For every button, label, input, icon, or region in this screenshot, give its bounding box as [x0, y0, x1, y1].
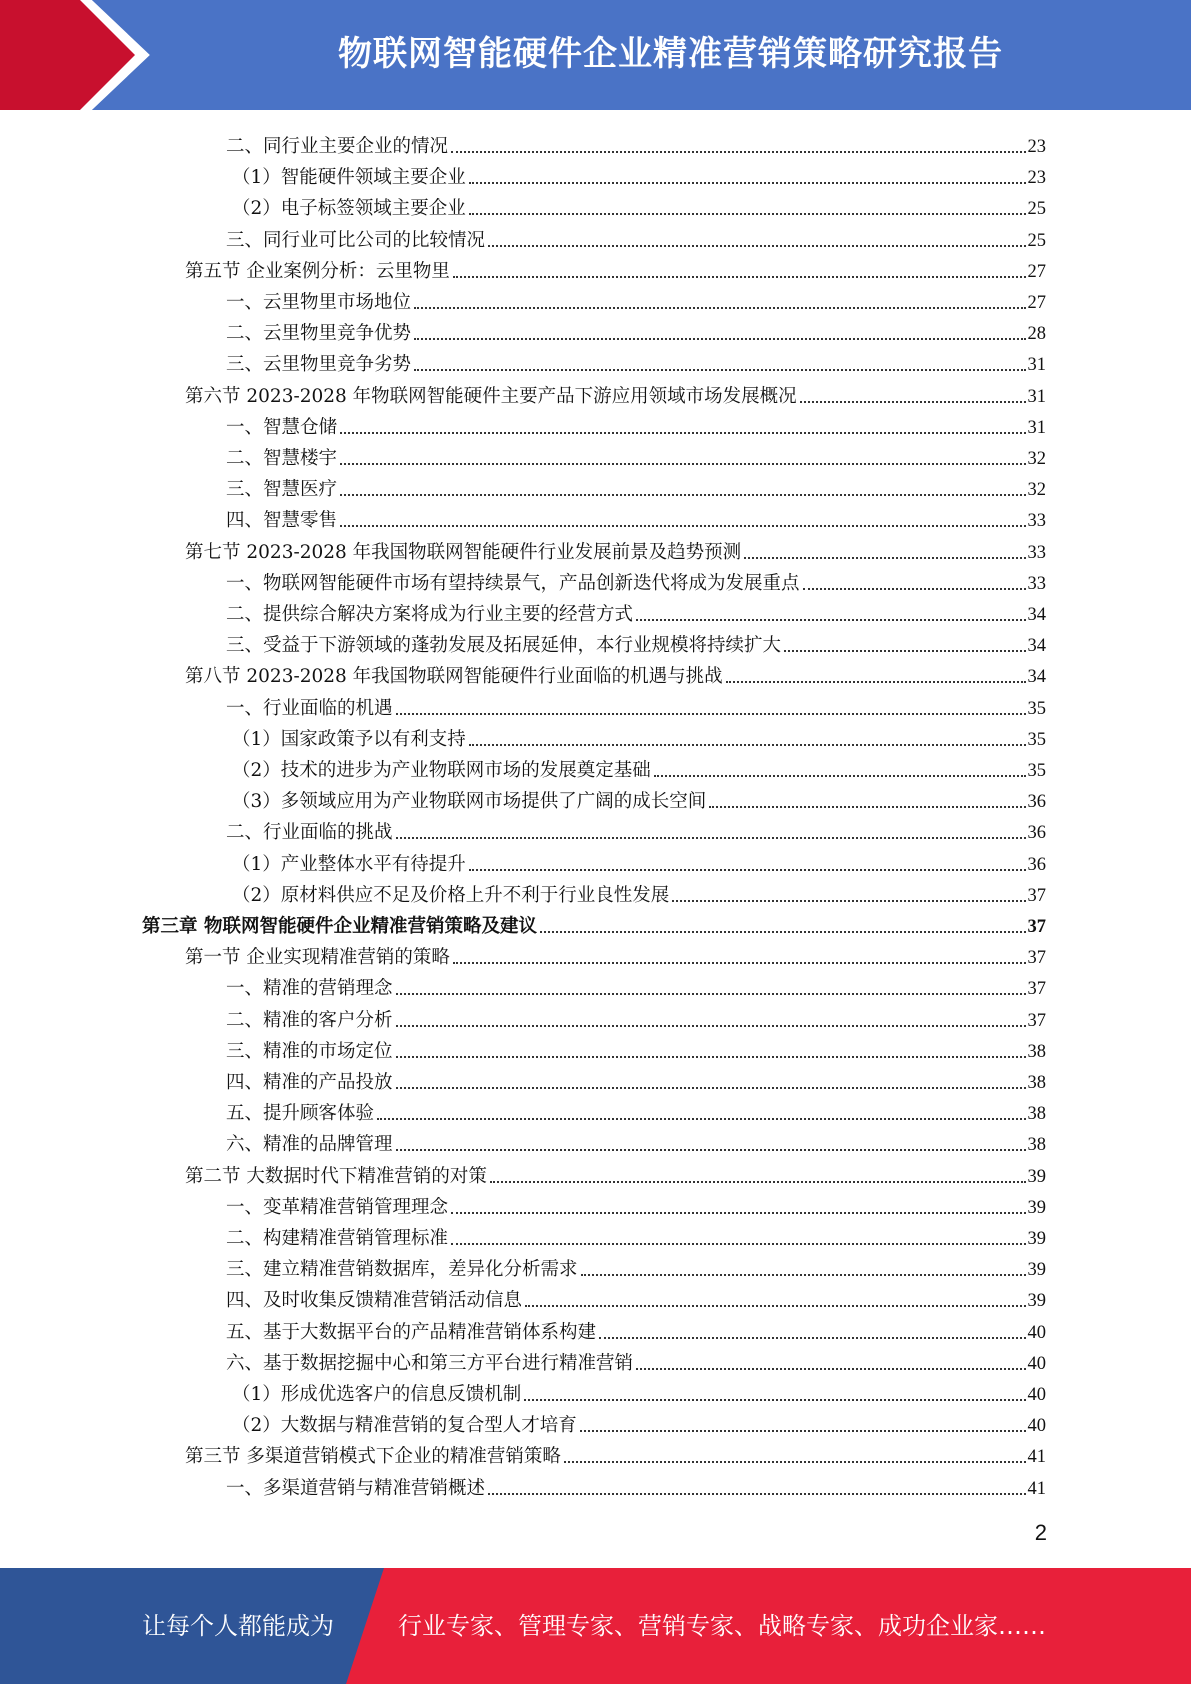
toc-entry-page: 37: [1027, 885, 1046, 906]
toc-dot-leader: [340, 525, 1025, 527]
toc-entry[interactable]: [232, 846, 1046, 877]
toc-entry-page: 37: [1027, 948, 1046, 969]
toc-entry[interactable]: [185, 253, 1046, 284]
toc-dot-leader: [636, 1368, 1025, 1370]
toc-entry-title: 第一节 企业实现精准营销的策略: [185, 947, 450, 969]
toc-entry[interactable]: [226, 1002, 1046, 1033]
toc-entry[interactable]: [226, 1314, 1046, 1345]
toc-dot-leader: [744, 557, 1025, 559]
toc-dot-leader: [340, 494, 1025, 496]
toc-dot-leader: [490, 1181, 1026, 1183]
toc-entry[interactable]: [226, 627, 1046, 658]
toc-dot-leader: [453, 276, 1026, 278]
toc-entry-title: （2）技术的进步为产业物联网市场的发展奠定基础: [232, 760, 651, 781]
toc-dot-leader: [451, 1212, 1025, 1214]
toc-dot-leader: [564, 1461, 1026, 1463]
toc-dot-leader: [469, 744, 1026, 746]
toc-entry[interactable]: [226, 1189, 1046, 1220]
toc-entry-page: 38: [1027, 1041, 1046, 1062]
toc-entry[interactable]: [226, 1126, 1046, 1157]
toc-entry[interactable]: [226, 1345, 1046, 1376]
toc-dot-leader: [488, 1493, 1025, 1495]
toc-entry-title: （1）产业整体水平有待提升: [232, 853, 466, 875]
toc-entry-page: 39: [1027, 1166, 1046, 1187]
footer-slogan-left: 让每个人都能成为: [142, 1612, 334, 1640]
toc-entry-title: 三、智慧医疗: [226, 479, 338, 501]
page-number: 2: [1034, 1520, 1047, 1545]
toc-entry-page: 31: [1027, 386, 1046, 407]
toc-entry-title: 二、行业面临的挑战: [226, 822, 393, 844]
toc-entry-page: 40: [1027, 1385, 1046, 1405]
toc-entry-title: 第七节 2023-2028 年我国物联网智能硬件行业发展前景及趋势预测: [185, 541, 742, 563]
toc-entry-page: 27: [1027, 261, 1046, 282]
toc-entry[interactable]: [226, 471, 1046, 502]
toc-entry[interactable]: [226, 1064, 1046, 1095]
toc-entry[interactable]: [226, 346, 1046, 377]
toc-entry-page: 39: [1027, 1291, 1046, 1312]
toc-entry[interactable]: [232, 752, 1046, 783]
toc-dot-leader: [340, 463, 1025, 465]
toc-entry[interactable]: [232, 159, 1046, 190]
toc-dot-leader: [672, 900, 1025, 902]
toc-dot-leader: [414, 307, 1025, 309]
toc-dot-leader: [451, 151, 1025, 153]
toc-dot-leader: [654, 775, 1026, 777]
toc-entry-page: 36: [1027, 823, 1046, 844]
toc-entry-title: 二、智慧楼宇: [226, 448, 338, 469]
toc-entry-title: 一、行业面临的机遇: [226, 697, 393, 719]
toc-entry-title: 一、物联网智能硬件市场有望持续景气，产品创新迭代将成为发展重点: [226, 572, 800, 594]
toc-entry[interactable]: [226, 970, 1046, 1001]
toc-dot-leader: [803, 588, 1026, 590]
toc-entry-title: 二、提供综合解决方案将成为行业主要的经营方式: [226, 604, 634, 625]
toc-entry-title: 三、云里物里竞争劣势: [226, 354, 412, 376]
toc-entry[interactable]: [232, 1407, 1046, 1438]
toc-dot-leader: [340, 432, 1025, 434]
toc-entry-title: 三、建立精准营销数据库，差异化分析需求: [226, 1259, 578, 1281]
toc-dot-leader: [396, 1149, 1026, 1151]
toc-entry[interactable]: [185, 1158, 1046, 1189]
toc-dot-leader: [469, 182, 1026, 184]
toc-entry-page: 41: [1027, 1447, 1046, 1468]
toc-entry-title: 四、智慧零售: [226, 510, 338, 532]
toc-entry[interactable]: [226, 315, 1046, 346]
toc-entry-page: 38: [1027, 1104, 1046, 1125]
toc-entry[interactable]: [226, 409, 1046, 440]
toc-entry[interactable]: [185, 1438, 1046, 1469]
toc-entry-page: 25: [1027, 199, 1046, 220]
toc-entry[interactable]: [232, 190, 1046, 221]
toc-entry-page: 28: [1027, 324, 1046, 345]
toc-dot-leader: [469, 869, 1026, 871]
toc-entry[interactable]: [142, 908, 1046, 939]
toc-entry-title: 一、智慧仓储: [226, 416, 338, 438]
toc-dot-leader: [525, 1305, 1025, 1307]
toc-dot-leader: [396, 993, 1026, 995]
toc-entry[interactable]: [185, 534, 1046, 565]
toc-entry-title: 四、及时收集反馈精准营销活动信息: [226, 1290, 523, 1312]
toc-entry-page: 35: [1027, 729, 1046, 750]
toc-dot-leader: [396, 1025, 1026, 1027]
footer-slogan-right: 行业专家、管理专家、营销专家、战略专家、成功企业家……: [398, 1612, 1046, 1640]
toc-entry-page: 27: [1027, 293, 1046, 313]
toc-entry-title: 一、精准的营销理念: [226, 978, 393, 1000]
toc-dot-leader: [488, 245, 1025, 247]
toc-entry-title: （3）多领域应用为产业物联网市场提供了广阔的成长空间: [232, 791, 707, 813]
toc-entry-title: 二、同行业主要企业的情况: [226, 136, 449, 157]
document-title: 物联网智能硬件企业精准营销策略研究报告: [338, 34, 1003, 74]
toc-entry-page: 31: [1027, 355, 1046, 376]
toc-entry[interactable]: [185, 939, 1046, 970]
toc-entry-page: 35: [1027, 761, 1046, 781]
toc-dot-leader: [396, 1056, 1026, 1058]
toc-entry-title: 五、提升顾客体验: [226, 1103, 375, 1125]
red-arrow-ribbon: [0, 0, 160, 110]
toc-dot-leader: [396, 713, 1026, 715]
toc-entry-page: 39: [1027, 1197, 1046, 1218]
toc-entry[interactable]: [226, 1470, 1046, 1501]
page-header: [0, 0, 1191, 110]
toc-entry-title: 第六节 2023-2028 年物联网智能硬件主要产品下游应用领域市场发展概况: [185, 385, 797, 407]
toc-entry[interactable]: [226, 596, 1046, 627]
toc-entry-page: 35: [1027, 698, 1046, 719]
toc-dot-leader: [469, 213, 1026, 215]
toc-entry[interactable]: [226, 128, 1046, 159]
toc-entry[interactable]: [185, 658, 1046, 689]
toc-dot-leader: [580, 1430, 1026, 1432]
toc-entry-title: 一、变革精准营销管理理念: [226, 1196, 449, 1218]
toc-entry-page: 23: [1027, 137, 1046, 157]
toc-entry-page: 40: [1027, 1353, 1046, 1374]
toc-entry[interactable]: [232, 1376, 1046, 1407]
toc-entry-page: 38: [1027, 1135, 1046, 1156]
toc-entry[interactable]: [226, 440, 1046, 471]
toc-entry-title: 第三节 多渠道营销模式下企业的精准营销策略: [185, 1446, 561, 1468]
toc-entry-page: 23: [1027, 168, 1046, 189]
toc-dot-leader: [396, 1087, 1026, 1089]
toc-dot-leader: [414, 369, 1025, 371]
toc-entry[interactable]: [232, 783, 1046, 814]
toc-entry-page: 34: [1027, 605, 1046, 625]
toc-entry[interactable]: [232, 877, 1046, 908]
toc-entry-title: 二、精准的客户分析: [226, 1009, 393, 1031]
toc-entry-page: 38: [1027, 1073, 1046, 1093]
toc-entry-title: 二、云里物里竞争优势: [226, 323, 412, 345]
toc-entry-title: （1）形成优选客户的信息反馈机制: [232, 1384, 522, 1405]
toc-entry-page: 33: [1027, 542, 1046, 563]
toc-entry-page: 39: [1027, 1260, 1046, 1281]
toc-entry[interactable]: [226, 502, 1046, 533]
toc-entry-page: 40: [1027, 1416, 1046, 1437]
toc-dot-leader: [453, 962, 1026, 964]
toc-dot-leader: [599, 1337, 1025, 1339]
toc-entry-title: 四、精准的产品投放: [226, 1072, 393, 1093]
toc-entry[interactable]: [226, 1282, 1046, 1313]
toc-entry[interactable]: [226, 565, 1046, 596]
toc-entry-page: 37: [1027, 979, 1046, 1000]
toc-entry-title: 第二节 大数据时代下精准营销的对策: [185, 1165, 487, 1187]
toc-entry-title: 六、精准的品牌管理: [226, 1134, 393, 1156]
toc-entry-page: 37: [1027, 1010, 1046, 1031]
toc-entry-page: 34: [1027, 636, 1046, 657]
toc-entry-title: 三、同行业可比公司的比较情况: [226, 229, 486, 251]
toc-entry-page: 37: [1027, 917, 1046, 937]
toc-entry-page: 39: [1027, 1229, 1046, 1249]
toc-entry-page: 36: [1027, 792, 1046, 813]
toc-dot-leader: [709, 806, 1025, 808]
toc-entry[interactable]: [226, 284, 1046, 315]
toc-entry-page: 36: [1027, 854, 1046, 875]
toc-entry-page: 40: [1027, 1322, 1046, 1343]
toc-entry[interactable]: [185, 378, 1046, 409]
toc-entry-title: 三、受益于下游领域的蓬勃发展及拓展延伸，本行业规模将持续扩大: [226, 635, 782, 657]
toc-entry[interactable]: [226, 1251, 1046, 1282]
toc-entry[interactable]: [226, 814, 1046, 845]
toc-dot-leader: [396, 837, 1026, 839]
toc-dot-leader: [726, 681, 1026, 683]
toc-entry-page: 41: [1027, 1478, 1046, 1499]
toc-entry-title: 六、基于数据挖掘中心和第三方平台进行精准营销: [226, 1352, 634, 1374]
page-footer: [0, 1568, 1191, 1684]
toc-dot-leader: [581, 1274, 1026, 1276]
toc-dot-leader: [636, 619, 1025, 621]
toc-entry-title: 第五节 企业案例分析：云里物里: [185, 260, 450, 282]
toc-entry-title: （2）大数据与精准营销的复合型人才培育: [232, 1415, 577, 1437]
toc-entry[interactable]: [226, 1033, 1046, 1064]
toc-dot-leader: [451, 1243, 1025, 1245]
toc-entry-title: 二、构建精准营销管理标准: [226, 1228, 449, 1249]
toc-entry-title: （1）智能硬件领域主要企业: [232, 167, 466, 189]
toc-dot-leader: [377, 1118, 1025, 1120]
toc-entry[interactable]: [232, 721, 1046, 752]
toc-dot-leader: [524, 1399, 1025, 1401]
toc-entry[interactable]: [226, 1220, 1046, 1251]
toc-entry[interactable]: [226, 222, 1046, 253]
toc-entry-page: 34: [1027, 667, 1046, 688]
toc-entry-title: 第八节 2023-2028 年我国物联网智能硬件行业面临的机遇与挑战: [185, 666, 723, 688]
toc-entry-page: 32: [1027, 449, 1046, 469]
toc-entry-page: 33: [1027, 573, 1046, 594]
toc-entry-page: 31: [1027, 417, 1046, 438]
toc-dot-leader: [540, 931, 1026, 933]
toc-entry-title: （2）原材料供应不足及价格上升不利于行业良性发展: [232, 884, 670, 906]
toc-entry-page: 33: [1027, 511, 1046, 532]
toc-entry-title: （1）国家政策予以有利支持: [232, 728, 466, 750]
toc-entry-title: （2）电子标签领域主要企业: [232, 198, 466, 220]
toc-entry-page: 25: [1027, 230, 1046, 251]
toc-entry-title: 一、多渠道营销与精准营销概述: [226, 1477, 486, 1499]
toc-dot-leader: [784, 650, 1025, 652]
toc-entry-title: 五、基于大数据平台的产品精准营销体系构建: [226, 1321, 597, 1343]
toc-dot-leader: [800, 401, 1026, 403]
toc-entry-title: 第三章 物联网智能硬件企业精准营销策略及建议: [142, 916, 537, 937]
toc-dot-leader: [414, 338, 1025, 340]
toc-entry[interactable]: [226, 1095, 1046, 1126]
toc-entry-title: 三、精准的市场定位: [226, 1040, 393, 1062]
toc-entry[interactable]: [226, 690, 1046, 721]
toc-entry-title: 一、云里物里市场地位: [226, 292, 412, 313]
toc-entry-page: 32: [1027, 480, 1046, 501]
